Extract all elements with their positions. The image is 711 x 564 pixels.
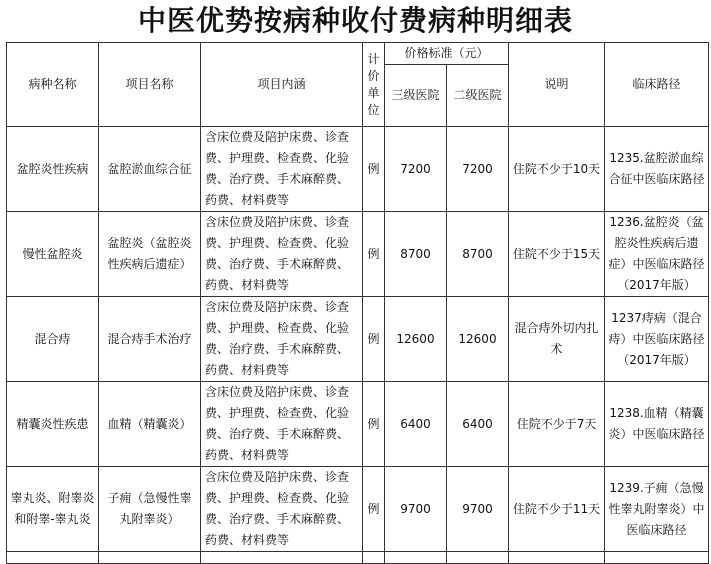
cell-price-level3: 7200: [385, 127, 447, 212]
cell-content: 含床位费及陪护床费、诊查费、护理费、检查费、化验费、治疗费、手术麻醉费、药费、材料费等: [201, 297, 363, 382]
header-pathway: 临床路径: [605, 43, 709, 127]
cell-unit: 例: [363, 467, 385, 552]
cell-note: 住院不少于11天: [509, 467, 605, 552]
table-row: [7, 297, 709, 382]
cell-item: 盆腔炎（盆腔炎性疾病后遗症）: [99, 212, 201, 297]
cell-price-level2: 12600: [447, 297, 509, 382]
table-row-cut-off: [7, 552, 709, 564]
cell-disease: 睾丸炎、附睾炎和附睾-睾丸炎: [7, 467, 99, 552]
cell-item: 血精（精囊炎）: [99, 382, 201, 467]
cell-price-level2: 6400: [447, 382, 509, 467]
cell-item: 盆腔淤血综合征: [99, 127, 201, 212]
cell-disease: 盆腔炎性疾病: [7, 127, 99, 212]
cell-item: 混合痔手术治疗: [99, 297, 201, 382]
page-title: 中医优势按病种收付费病种明细表: [137, 4, 573, 37]
cell-unit: 例: [363, 297, 385, 382]
header-content: 项目内涵: [201, 43, 363, 127]
header-note: 说明: [509, 43, 605, 127]
cell-unit: 例: [363, 212, 385, 297]
cell-disease: 慢性盆腔炎: [7, 212, 99, 297]
cell-pathway: 1236.盆腔炎（盆腔炎性疾病后遗症）中医临床路径（2017年版）: [605, 212, 709, 297]
cell-content: 含床位费及陪护床费、诊查费、护理费、检查费、化验费、治疗费、手术麻醉费、药费、材料费等: [201, 382, 363, 467]
price-detail-table: [6, 42, 709, 564]
cell-price-level2: 7200: [447, 127, 509, 212]
cell-disease: 混合痔: [7, 297, 99, 382]
header-disease: 病种名称: [7, 43, 99, 127]
cell-pathway: 1237痔病（混合痔）中医临床路径（2017年版）: [605, 297, 709, 382]
table-row: [7, 382, 709, 467]
cell-unit: 例: [363, 382, 385, 467]
header-level2: 二级医院: [447, 65, 509, 127]
table-row: [7, 467, 709, 552]
cell-pathway: 1238.血精（精囊炎）中医临床路径: [605, 382, 709, 467]
cell-note: 住院不少于10天: [509, 127, 605, 212]
header-level3: 三级医院: [385, 65, 447, 127]
cell-price-level2: 8700: [447, 212, 509, 297]
cell-content: 含床位费及陪护床费、诊查费、护理费、检查费、化验费、治疗费、手术麻醉费、药费、材料费等: [201, 467, 363, 552]
cell-content: 含床位费及陪护床费、诊查费、护理费、检查费、化验费、治疗费、手术麻醉费、药费、材料费等: [201, 127, 363, 212]
cell-note: 住院不少于7天: [509, 382, 605, 467]
cell-unit: 例: [363, 127, 385, 212]
cell-pathway: 1235.盆腔淤血综合征中医临床路径: [605, 127, 709, 212]
header-item: 项目名称: [99, 43, 201, 127]
cell-price-level3: 6400: [385, 382, 447, 467]
cell-price-level3: 8700: [385, 212, 447, 297]
cell-price-level3: 12600: [385, 297, 447, 382]
cell-disease: 精囊炎性疾患: [7, 382, 99, 467]
table-row: [7, 127, 709, 212]
cell-note: 混合痔外切内扎术: [509, 297, 605, 382]
header-unit: 计价单位: [363, 43, 385, 127]
cell-price-level2: 9700: [447, 467, 509, 552]
cell-pathway: 1239.子痈（急慢性睾丸附睾炎）中医临床路径: [605, 467, 709, 552]
cell-item: 子痈（急慢性睾丸附睾炎）: [99, 467, 201, 552]
header-price-group: 价格标准（元）: [385, 43, 509, 65]
table-row: [7, 212, 709, 297]
cell-content: 含床位费及陪护床费、诊查费、护理费、检查费、化验费、治疗费、手术麻醉费、药费、材料费等: [201, 212, 363, 297]
cell-price-level3: 9700: [385, 467, 447, 552]
cell-note: 住院不少于15天: [509, 212, 605, 297]
